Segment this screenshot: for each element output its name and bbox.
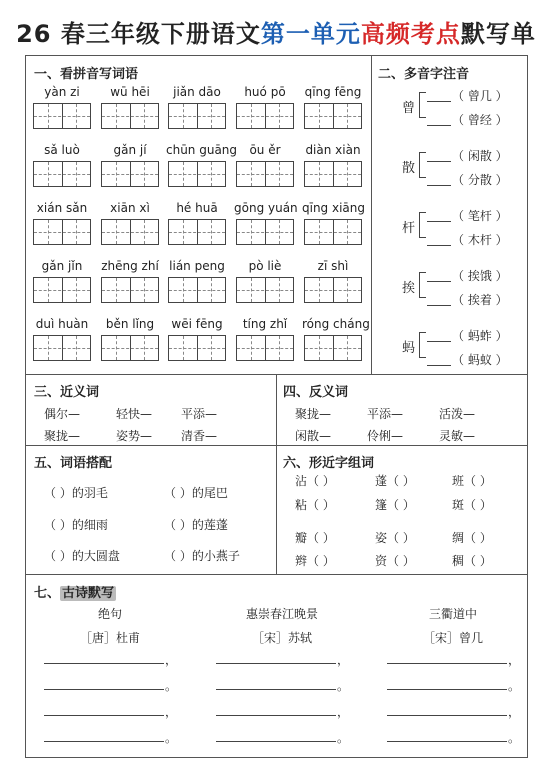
section-heading: 六、形近字组词 [283,456,375,471]
collocation-item: （ ）的小燕子 [164,549,240,563]
section-antonyms [276,374,528,446]
writing-grid[interactable] [304,277,362,303]
writing-grid[interactable] [101,161,159,187]
collocation-item: （ ）的细雨 [44,518,108,532]
pinyin-label: zhēng zhí [101,259,159,273]
collocation-item: （ ）的尾巴 [164,486,228,500]
polyphone-word: （ 曾几 ） [452,89,508,103]
polyphone-word: （ 分散 ） [452,173,508,187]
pinyin-label: yàn zi [44,85,80,99]
poem-punctuation: 。 [165,731,178,745]
poem-punctuation: 。 [337,731,350,745]
polyphone-word: （ 挨饿 ） [452,269,508,283]
poem-answer-line[interactable] [44,715,164,716]
section-heading: 七、 古诗默写 [34,586,115,601]
pinyin-label: jiǎn dāo [173,85,221,99]
poem-punctuation: ， [337,705,350,719]
writing-grid[interactable] [236,103,294,129]
bracket [419,152,426,178]
bracket [419,272,426,298]
poem-answer-line[interactable] [387,741,507,742]
answer-blank[interactable] [427,365,451,366]
section-collocation [25,445,277,575]
bracket [419,332,426,358]
writing-grid[interactable] [33,219,91,245]
pinyin-label: diàn xiàn [305,143,361,157]
poem-punctuation: ， [337,653,350,667]
polyphone-char: 散 [402,161,416,176]
section-heading: 一、看拼音写词语 [34,67,139,82]
polyphone-word: （ 蚂蚱 ） [452,329,508,343]
collocation-item: （ ）的羽毛 [44,486,108,500]
pinyin-label: hé huā [176,201,218,215]
poem-author: ［宋］曾几 [422,631,483,645]
synonym-item: 偶尔— [44,407,81,421]
writing-grid[interactable] [236,161,294,187]
pinyin-label: xiān xì [110,201,150,215]
pinyin-label: pò liè [248,259,282,273]
writing-grid[interactable] [304,219,362,245]
synonym-item: 聚拢— [44,429,81,443]
answer-blank[interactable] [427,245,451,246]
similar-char-item: 绸（ ） [452,531,492,545]
similar-char-item: 蓬（ ） [375,474,415,488]
poem-answer-line[interactable] [387,715,507,716]
writing-grid[interactable] [33,161,91,187]
poem-author: ［宋］苏轼 [251,631,312,645]
similar-char-item: 沾（ ） [295,474,335,488]
section-poems [25,574,528,758]
writing-grid[interactable] [168,161,226,187]
polyphone-word: （ 闲散 ） [452,149,508,163]
pinyin-label: lián peng [169,259,225,273]
poem-title: 惠崇春江晚景 [245,607,318,621]
pinyin-label: wēi fēng [171,317,223,331]
poem-punctuation: ， [165,705,178,719]
similar-char-item: 姿（ ） [375,531,415,545]
poem-punctuation: ， [165,653,178,667]
collocation-item: （ ）的莲蓬 [164,518,228,532]
poem-punctuation: 。 [508,731,521,745]
similar-char-item: 粘（ ） [295,498,335,512]
writing-grid[interactable] [168,103,226,129]
writing-grid[interactable] [168,277,226,303]
section-heading: 三、近义词 [34,385,100,400]
answer-blank[interactable] [427,125,451,126]
pinyin-label: qīng fēng [304,85,362,99]
writing-grid[interactable] [304,161,362,187]
pinyin-label: duì huàn [35,317,89,331]
answer-blank[interactable] [427,185,451,186]
poem-author: ［唐］杜甫 [79,631,140,645]
page-title: 26 春三年级下册语文第一单元高频考点默写单 [16,20,536,48]
poem-punctuation: ， [508,653,521,667]
polyphone-word: （ 曾经 ） [452,113,508,127]
answer-blank[interactable] [427,161,451,162]
poem-punctuation: 。 [337,679,350,693]
answer-blank[interactable] [427,221,451,222]
poem-answer-line[interactable] [387,663,507,664]
bracket [419,92,426,118]
polyphone-word: （ 蚂蚁 ） [452,353,508,367]
antonym-item: 平添— [367,407,404,421]
pinyin-label: tíng zhǐ [242,317,288,331]
section-pinyin [25,55,372,375]
antonym-item: 伶俐— [367,429,404,443]
writing-grid[interactable] [101,335,159,361]
similar-char-item: 稠（ ） [452,554,492,568]
pinyin-label: gōng yuán [234,201,298,215]
writing-grid[interactable] [168,335,226,361]
pinyin-label: gǎn jǐn [41,259,83,273]
section-similar-chars [276,445,528,575]
writing-grid[interactable] [101,219,159,245]
polyphone-char: 挨 [402,281,416,296]
writing-grid[interactable] [168,219,226,245]
writing-grid[interactable] [33,277,91,303]
polyphone-word: （ 挨着 ） [452,293,508,307]
writing-grid[interactable] [236,335,294,361]
antonym-item: 活泼— [439,407,476,421]
similar-char-item: 篷（ ） [375,498,415,512]
pinyin-label: wū hēi [110,85,150,99]
antonym-item: 灵敏— [439,429,476,443]
writing-grid[interactable] [236,219,294,245]
similar-char-item: 资（ ） [375,554,415,568]
pinyin-label: qīng xiāng [302,201,365,215]
poem-answer-line[interactable] [44,689,164,690]
writing-grid[interactable] [304,335,362,361]
section-synonyms [25,374,277,446]
pinyin-label: xián sǎn [36,201,88,215]
pinyin-label: běn lǐng [105,317,155,331]
polyphone-char: 杆 [402,221,416,236]
pinyin-label: huó pō [244,85,286,99]
similar-char-item: 辫（ ） [295,554,335,568]
similar-char-item: 班（ ） [452,474,492,488]
section-polyphone [371,55,528,375]
writing-grid[interactable] [101,103,159,129]
poem-punctuation: 。 [165,679,178,693]
antonym-item: 聚拢— [295,407,332,421]
answer-blank[interactable] [427,281,451,282]
answer-blank[interactable] [427,341,451,342]
writing-grid[interactable] [33,335,91,361]
polyphone-char: 蚂 [402,341,416,356]
pinyin-label: róng cháng [302,317,370,331]
poem-answer-line[interactable] [44,741,164,742]
synonym-item: 姿势— [116,429,153,443]
answer-blank[interactable] [427,305,451,306]
synonym-item: 轻快— [116,407,153,421]
poem-punctuation: 。 [508,679,521,693]
poem-answer-line[interactable] [216,663,336,664]
section-heading: 二、多音字注音 [378,67,470,82]
writing-grid[interactable] [33,103,91,129]
writing-grid[interactable] [101,277,159,303]
polyphone-word: （ 笔杆 ） [452,209,508,223]
section-heading: 四、反义词 [283,385,349,400]
poem-answer-line[interactable] [216,715,336,716]
section-heading: 五、词语搭配 [34,456,113,471]
similar-char-item: 瓣（ ） [295,531,335,545]
similar-char-item: 斑（ ） [452,498,492,512]
poem-punctuation: ， [508,705,521,719]
pinyin-label: ōu ěr [249,143,281,157]
poem-title: 三衢道中 [428,607,477,621]
highlighted-heading: 古诗默写 [62,586,115,601]
poem-title: 绝句 [97,607,122,621]
bracket [419,212,426,238]
poem-answer-line[interactable] [216,689,336,690]
poem-answer-line[interactable] [216,741,336,742]
polyphone-char: 曾 [402,101,416,116]
polyphone-word: （ 木杆 ） [452,233,508,247]
poem-answer-line[interactable] [387,689,507,690]
pinyin-label: gǎn jí [113,143,147,157]
synonym-item: 清香— [181,429,218,443]
synonym-item: 平添— [181,407,218,421]
pinyin-label: zī shì [317,259,349,273]
collocation-item: （ ）的大圆盘 [44,549,120,563]
writing-grid[interactable] [236,277,294,303]
poem-answer-line[interactable] [44,663,164,664]
writing-grid[interactable] [304,103,362,129]
antonym-item: 闲散— [295,429,332,443]
answer-blank[interactable] [427,101,451,102]
pinyin-label: sǎ luò [44,143,80,157]
pinyin-label: chūn guāng [166,143,238,157]
